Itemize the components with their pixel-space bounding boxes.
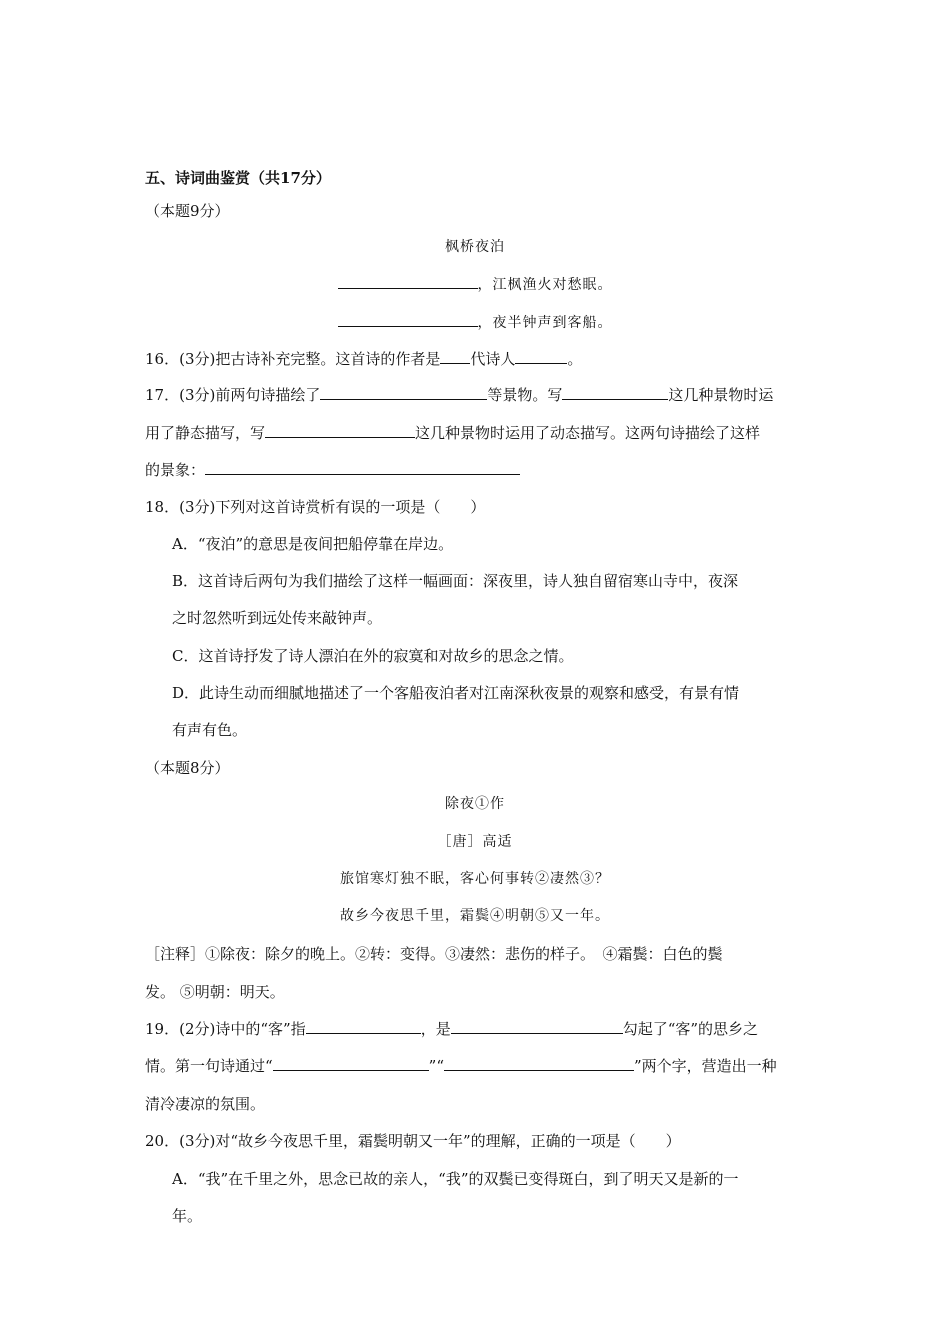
question-19-line3: 清冷凄凉的氛围。 — [145, 1095, 266, 1113]
poem2-line-2: 故乡今夜思千里，霜鬓④明朝⑤又一年。 — [340, 908, 610, 924]
question-18: 18．(3分)下列对这首诗赏析有误的一项是（ ） — [145, 498, 486, 516]
option-b-cont: 之时忽然听到远处传来敲钟声。 — [172, 609, 383, 627]
blank[interactable] — [562, 384, 668, 400]
score-note-part2: （本题8分） — [145, 759, 230, 777]
annotation-cont: 发。 ⑤明朝：明天。 — [145, 983, 285, 1001]
blank[interactable] — [205, 459, 520, 475]
blank[interactable] — [320, 384, 487, 400]
option-a[interactable]: A．“夜泊”的意思是夜间把船停靠在岸边。 — [172, 535, 454, 553]
blank[interactable] — [515, 348, 567, 364]
blank[interactable] — [273, 1055, 429, 1071]
question-19-line2: 情。第一句诗通过“ ”“ ”两个字，营造出一种 — [145, 1057, 777, 1075]
poem-author: ［唐］高适 — [437, 834, 513, 850]
blank[interactable] — [338, 273, 478, 289]
option-a-20-cont: 年。 — [172, 1207, 203, 1225]
option-b[interactable]: B．这首诗后两句为我们描绘了这样一幅画面：深夜里，诗人独自留宿寒山寺中，夜深 — [172, 572, 739, 590]
score-note-part1: （本题9分） — [145, 202, 230, 220]
question-16: 16．(3分)把古诗补充完整。这首诗的作者是 代诗人 。 — [145, 350, 583, 368]
blank[interactable] — [440, 348, 470, 364]
question-17: 17．(3分)前两句诗描绘了 等景物。写 这几种景物时运 — [145, 386, 774, 404]
blank[interactable] — [338, 311, 478, 327]
poem-title-2: 除夜①作 — [445, 796, 505, 812]
option-d[interactable]: D．此诗生动而细腻地描述了一个客船夜泊者对江南深秋夜景的观察和感受，有景有情 — [172, 684, 740, 702]
question-17-line2: 用了静态描写，写 这几种景物时运用了动态描写。这两句诗描绘了这样 — [145, 424, 761, 442]
question-17-line3: 的景象： — [145, 459, 520, 481]
annotation: ［注释］①除夜：除夕的晚上。②转：变得。③凄然：悲伤的样子。 ④霜鬓：白色的鬓 — [145, 945, 723, 963]
poem-title-1: 枫桥夜泊 — [445, 239, 505, 255]
option-d-cont: 有声有色。 — [172, 721, 248, 739]
section-title: 五、诗词曲鉴赏（共17分） — [145, 169, 331, 187]
question-20: 20．(3分)对“故乡今夜思千里，霜鬓明朝又一年”的理解，正确的一项是（ ） — [145, 1132, 681, 1150]
blank[interactable] — [306, 1018, 421, 1034]
poem-line-2: ，夜半钟声到客船。 — [0, 311, 950, 334]
question-19: 19．(2分)诗中的“客”指 ，是 勾起了“客”的思乡之 — [145, 1020, 759, 1038]
poem2-line-1: 旅馆寒灯独不眠，客心何事转②凄然③？ — [340, 871, 610, 887]
option-a-20[interactable]: A．“我”在千里之外，思念已故的亲人，“我”的双鬓已变得斑白，到了明天又是新的一 — [172, 1170, 739, 1188]
option-c[interactable]: C．这首诗抒发了诗人漂泊在外的寂寞和对故乡的思念之情。 — [172, 647, 574, 665]
poem-line-1: ，江枫渔火对愁眠。 — [0, 273, 950, 296]
blank[interactable] — [444, 1055, 634, 1071]
blank[interactable] — [451, 1018, 623, 1034]
blank[interactable] — [265, 422, 415, 438]
